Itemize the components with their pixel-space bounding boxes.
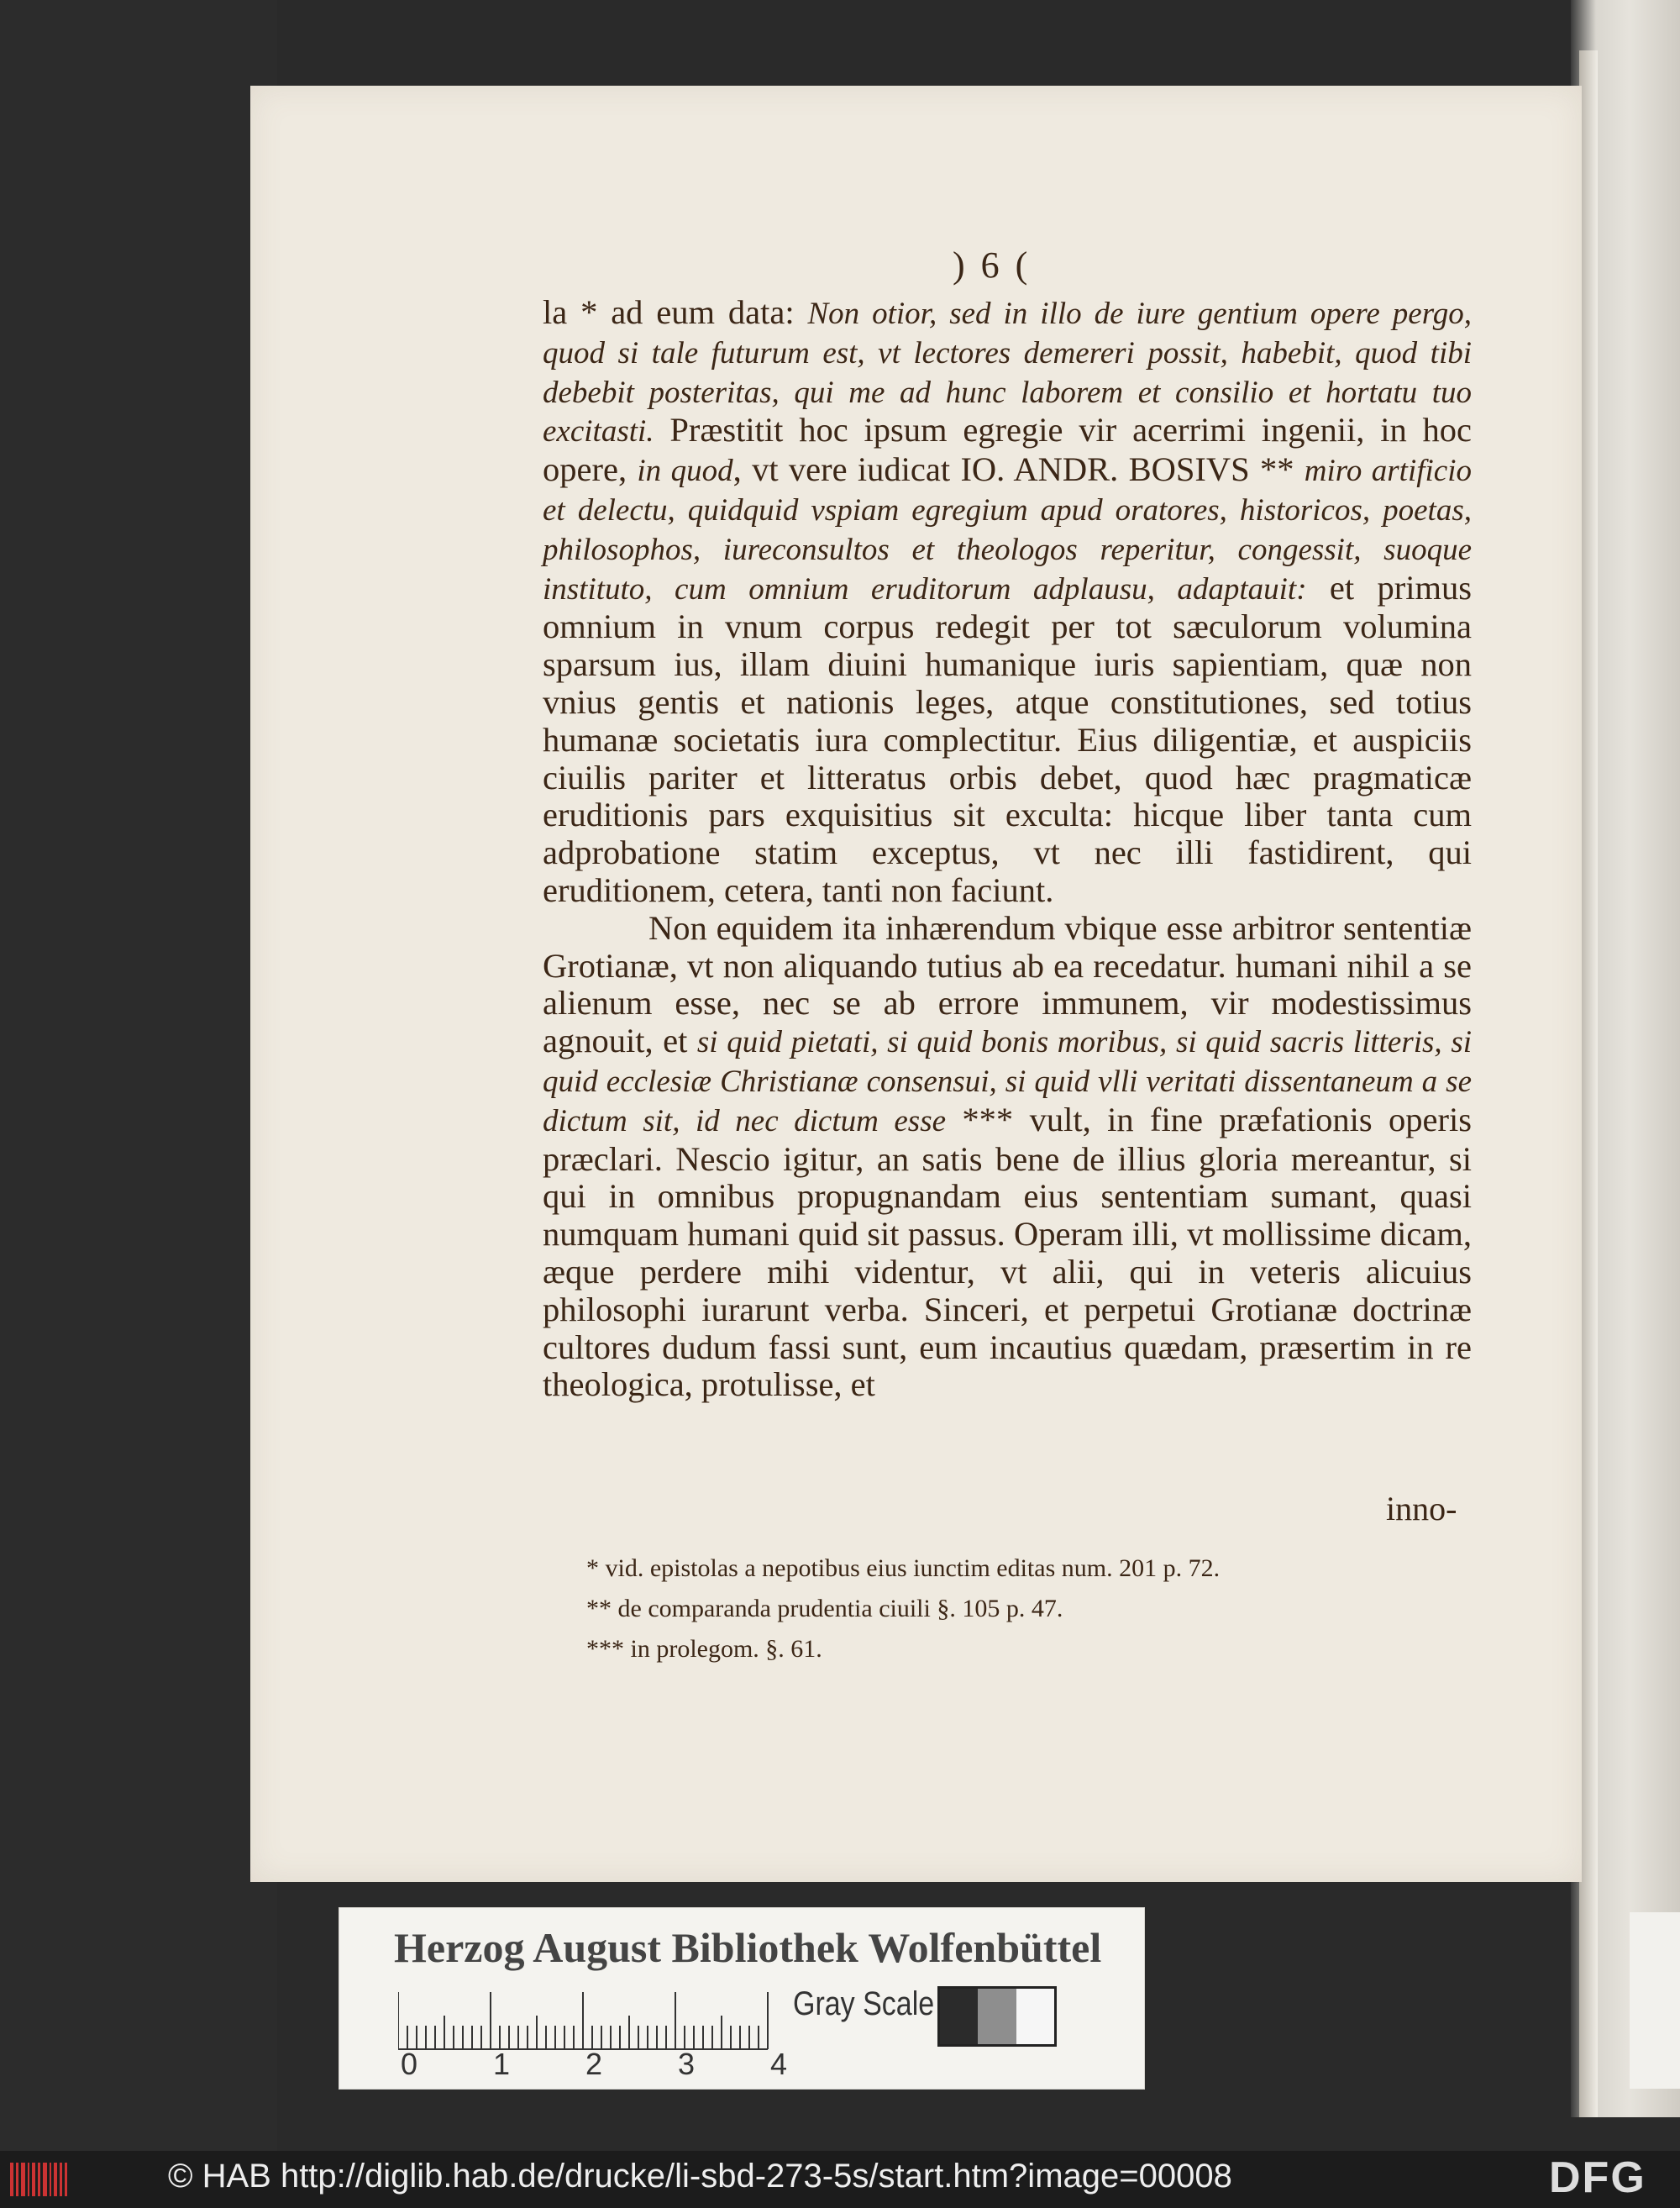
reference-card <box>339 1907 1145 2090</box>
ruler-numbers <box>390 2047 827 2080</box>
ruler-scale <box>398 1992 801 2051</box>
paragraph-1: la * ad eum data: Non otior, sed in illo de iure gentium opere pergo, quod si tale futurum est, vt lectores demereri possit, habebit, quod tibi debebit posteritas, qui me ad hunc laborem et consilio et hortatu tuo excitasti. Præstitit hoc ipsum egregie vir acerrimi ingenii, in hoc opere, in quod, vt vere iudicat IO. ANDR. BOSIVS ** miro artificio et delectu, quidquid vspiam egregium apud oratores, historicos, poetas, philosophos, iureconsultos et theologos reperitur, congessit, suoque instituto, cum omnium eruditorum adplausu, adaptauit: et primus omnium in vnum corpus redegit per tot sæculorum volumina sparsum ius, illam diuini humanique iuris sapientiam, quæ non vnius gentis et nationis leges, atque constitutiones, sed totius humanæ societatis iura complectitur. Eius diligentiæ, et auspiciis ciuilis pariter et litteratus orbis debet, quod hæc pragmaticæ eruditionis pars exquisitius sit exculta: hicque liber tanta cum adprobatione statim exceptus, vt nec illi fastidirent, qui eruditionem, cetera, tanti non faciunt. <box>543 293 1473 909</box>
gray-scale-swatches <box>937 1986 1057 2047</box>
barcode-icon <box>8 2158 69 2201</box>
paragraph-2: Non equidem ita inhærendum vbique esse arbitror sententiæ Grotianæ, vt non aliquando tutius ab ea recedatur. humani nihil a se alienum esse, nec se ab errore immunem, vir modestissimus agnouit, et si quid pietati, si quid bonis moribus, si quid sacris litteris, si quid ecclesiæ Christianæ consensui, si quid vlli veritati dissentaneum a se dictum sit, id nec dictum esse *** vult, in fine præfationis operis præclari. Nescio igitur, an satis bene de illius gloria mereantur, si qui in omnibus propugnandam eius sententiam sumant, quasi numquam humani quid sit passus. Operam illi, vt mollissime dicam, æque perdere mihi videntur, vt alii, qui in veteris alicuius philosophi iurarunt verba. Sinceri, et perpetui Grotianæ doctrinæ cultores dudum fassi sunt, eum incautius quædam, præsertim in re theologica, protulisse, et <box>543 908 1472 1404</box>
adjacent-page-bleedthrough <box>1604 151 1672 1496</box>
page-body <box>543 294 1472 1404</box>
catchword: inno- <box>1386 1490 1457 1527</box>
footer-url[interactable]: © HAB http://diglib.hab.de/drucke/li-sbd-273-5s/start.htm?image=00008 <box>168 2158 1232 2195</box>
gray-swatch-light <box>1016 1989 1054 2044</box>
footnote-1: * vid. epistolas a nepotibus eius iunctim editas num. 201 p. 72. <box>586 1554 1221 1582</box>
gray-swatch-dark <box>940 1989 978 2044</box>
ruler-number: 3 <box>678 2047 696 2081</box>
footnotes <box>586 1548 1220 1669</box>
ruler-number: 0 <box>401 2047 418 2081</box>
page-folio: ) 6 ( <box>953 244 1032 286</box>
ruler-number: 1 <box>493 2047 511 2081</box>
backdrop-left <box>0 0 277 2208</box>
footnote-2: ** de comparanda prudentia ciuili §. 105 p. 47. <box>586 1595 1063 1622</box>
gray-swatch-mid <box>978 1989 1016 2044</box>
gray-scale-label: Gray Scale <box>793 1985 935 2022</box>
footnote-3: *** in prolegom. §. 61. <box>586 1635 822 1663</box>
library-title: Herzog August Bibliothek Wolfenbüttel <box>394 1924 1102 1971</box>
dfg-logo: DFG <box>1549 2153 1646 2202</box>
adjacent-reference-card <box>1630 1912 1680 2089</box>
ruler-number: 4 <box>770 2047 788 2081</box>
ruler-number: 2 <box>585 2047 603 2081</box>
page-gutter <box>1579 50 1598 2117</box>
